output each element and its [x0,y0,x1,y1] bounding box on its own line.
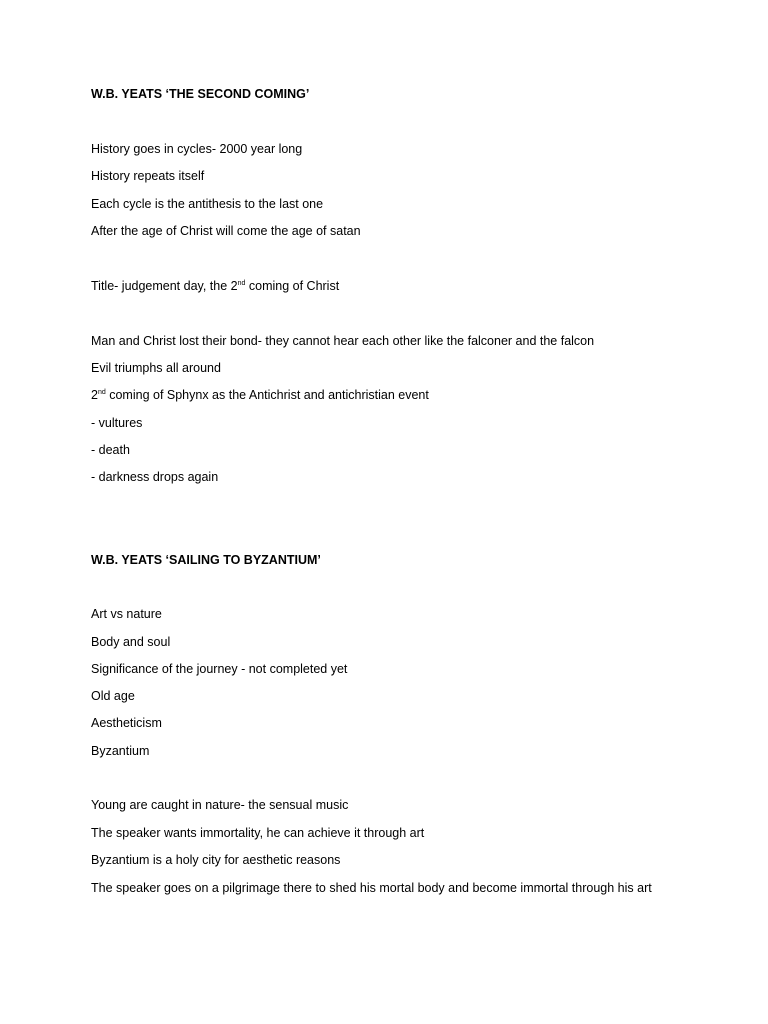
ordinal-suffix: nd [97,388,106,396]
note-line: Man and Christ lost their bond- they cannot hear each other like the falconer and the falcon [91,334,595,348]
topic-line: Old age [91,689,135,703]
sphynx-note-text-end: coming of Sphynx as the Antichrist and antichristian event [105,388,429,402]
note-line-wrapped: The speaker goes on a pilgrimage there to shed his mortal body and become immortal through his art [91,881,652,895]
note-line: Byzantium is a holy city for aesthetic reasons [91,853,341,867]
sphynx-note-text: 2 [91,388,98,402]
title-note-text-end: coming of Christ [245,279,340,293]
topic-line: Significance of the journey - not completed yet [91,662,348,676]
section-heading-second-coming: W.B. YEATS ‘THE SECOND COMING’ [91,87,310,101]
note-line: History repeats itself [91,169,205,183]
note-line: Young are caught in nature- the sensual music [91,798,349,812]
note-line: History goes in cycles- 2000 year long [91,142,303,156]
title-note-text: Title- judgement day, the 2 [91,279,238,293]
note-line: The speaker wants immortality, he can achieve it through art [91,826,425,840]
topic-line: Byzantium [91,744,150,758]
bullet-item: - death [91,443,130,457]
section-heading-sailing-to-byzantium: W.B. YEATS ‘SAILING TO BYZANTIUM’ [91,553,321,567]
topic-line: Body and soul [91,635,171,649]
note-line: Evil triumphs all around [91,361,221,375]
sphynx-note-line [91,388,429,403]
bullet-item: - darkness drops again [91,470,219,484]
title-note-line [91,279,339,294]
note-line: After the age of Christ will come the age of satan [91,224,361,238]
topic-line: Art vs nature [91,607,162,621]
ordinal-suffix: nd [237,279,246,287]
bullet-item: - vultures [91,416,143,430]
note-line: Each cycle is the antithesis to the last one [91,197,324,211]
topic-line: Aestheticism [91,716,162,730]
